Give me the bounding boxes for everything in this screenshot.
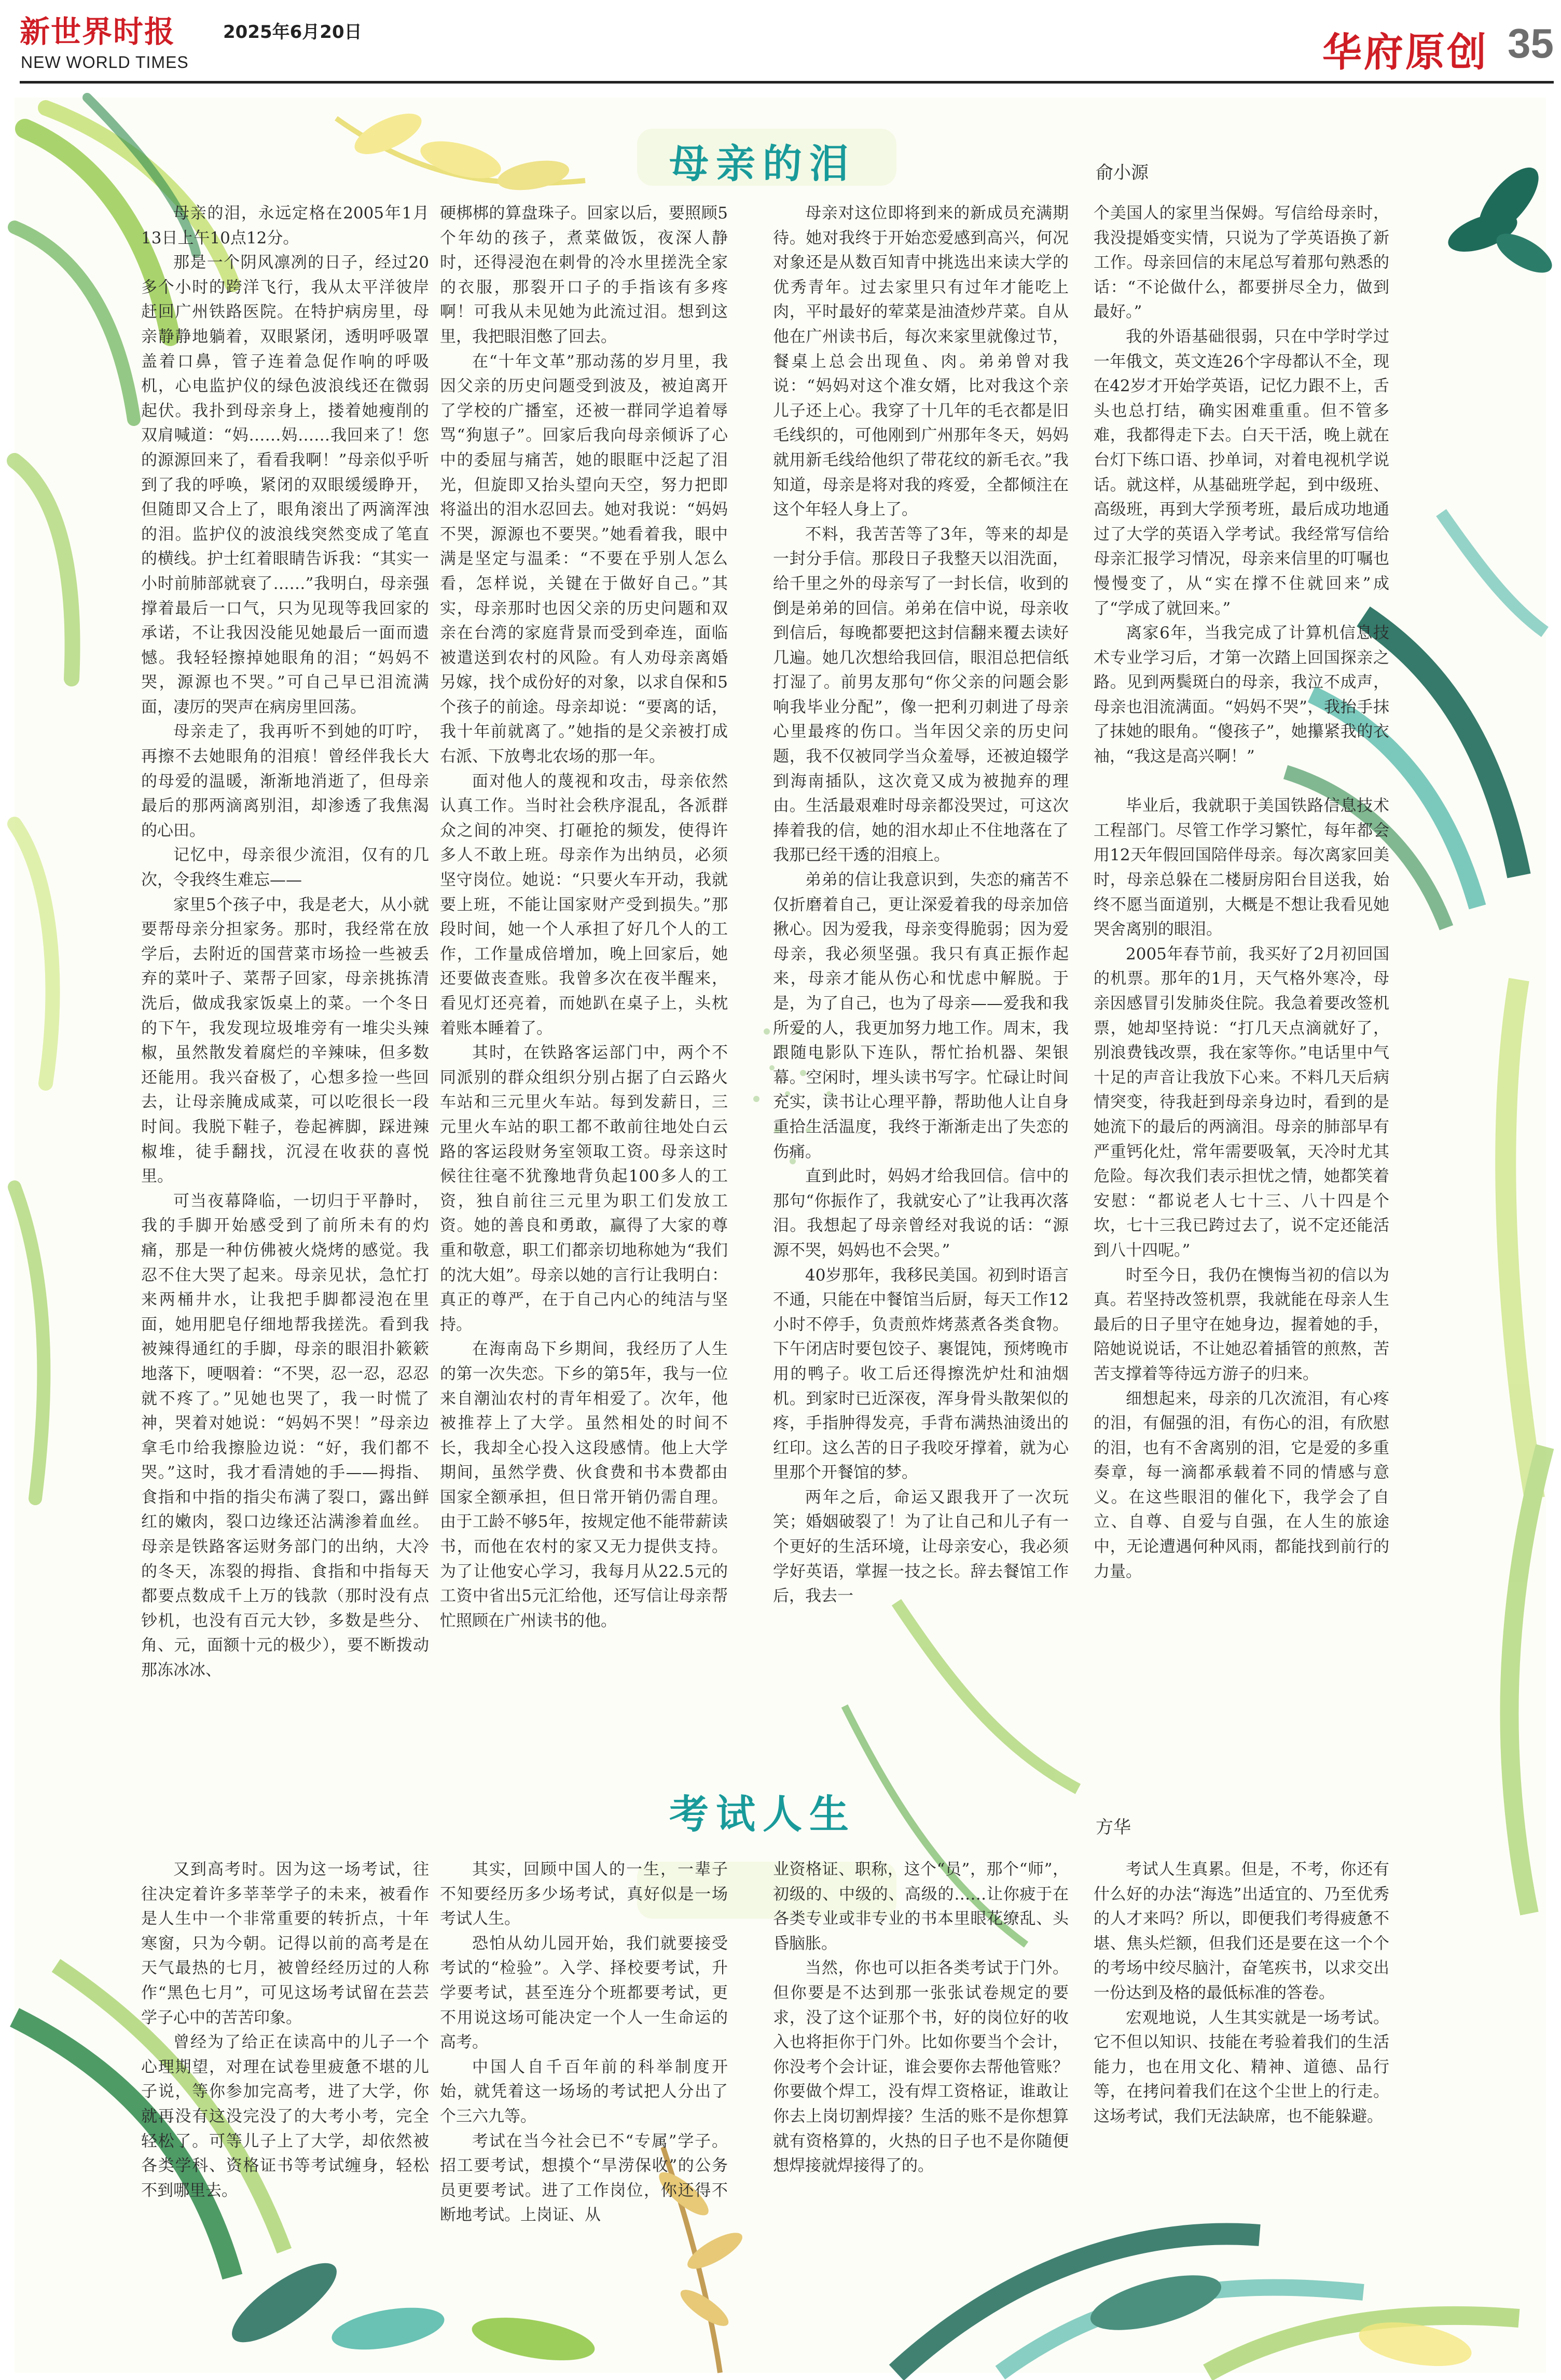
- paragraph: 面对他人的蔑视和攻击，母亲依然认真工作。当时社会秩序混乱，各派群众之间的冲突、打砸抢的频发，使得许多人不敢上班。母亲作为出纳员，必须坚守岗位。她说：“只要火车开动，我就要上班，不能让国家财产受到损失。”那段时间，她一个人承担了好几个人的工作，工作量成倍增加，晚上回家后，她还要做丧查账。我曾多次在夜半醒来，看见灯还亮着，而她趴在桌子上，头枕着账本睡着了。: [440, 772, 728, 1038]
- paragraph: 考试人生真累。但是，不考，你还有什么好的办法“海选”出适宜的、乃至优秀的人才来吗？所以，即便我们考得疲惫不堪、焦头烂额，但我们还是要在这一个个的考场中绞尽脑汁，奋笔疾书，以求交出一份达到及格的最低标准的答卷。: [1094, 1860, 1389, 2002]
- paragraph: 不料，我苦苦等了3年，等来的却是一封分手信。那段日子我整天以泪洗面，给千里之外的母亲写了一封长信，收到的倒是弟弟的回信。弟弟在信中说，母亲收到信后，每晚都要把这封信翻来覆去读好几遍。她几次想给我回信，眼泪总把信纸打湿了。前男友那句“你父亲的问题会影响我毕业分配”，像一把利刃刺进了母亲心里最疼的伤口。当年因父亲的历史问题，我不仅被同学当众羞辱，还被迫辍学到海南插队，这次竟又成为被抛弃的理由。生活最艰难时母亲都没哭过，可这次捧着我的信，她的泪水却止不住地落在了我那已经干透的泪痕上。: [773, 525, 1069, 865]
- section-name: 华府原创: [1322, 29, 1488, 75]
- masthead: [0, 0, 1561, 92]
- paragraph: 两年之后，命运又跟我开了一次玩笑；婚姻破裂了！为了让自己和儿子有一个更好的生活环境，让母亲安心，我必须学好英语，掌握一技之长。辞去餐馆工作后，我去一: [773, 1488, 1069, 1606]
- paragraph: 细想起来，母亲的几次流泪，有心疼的泪，有倔强的泪，有伤心的泪，有欣慰的泪，也有不舍离别的泪，它是爱的多重奏章，每一滴都承载着不同的情感与意义。在这些眼泪的催化下，我学会了自立、自尊、自爱与自强，在人生的旅途中，无论遭遇何种风雨，都能找到前行的力量。: [1094, 1389, 1389, 1581]
- paragraph: 曾经为了给正在读高中的儿子一个心理期望，对理在试卷里疲惫不堪的儿子说，等你参加完高考，进了大学，你就再没有这没完没了的大考小考，完全轻松了。可等儿子上了大学，却依然被各类学科、资格证书等考试缠身，轻松不到哪里去。: [141, 2033, 429, 2200]
- paragraph: 40岁那年，我移民美国。初到时语言不通，只能在中餐馆当后厨，每天工作12小时不停手，负责煎炸烤蒸煮各类食物。下午闭店时要包饺子、裹馄饨，预烤晚市用的鸭子。收工后还得擦洗炉灶和油烟机。到家时已近深夜，浑身骨头散架似的疼，手指肿得发亮，手背布满热油烫出的红印。这么苦的日子我咬牙撑着，就为心里那个开餐馆的梦。: [773, 1265, 1069, 1482]
- paragraph: 母亲的泪，永远定格在2005年1月13日上午10点12分。: [141, 204, 429, 247]
- paragraph: 可当夜幕降临，一切归于平静时，我的手脚开始感受到了前所未有的灼痛，那是一种仿佛被火烧烤的感觉。我忍不住大哭了起来。母亲见状，急忙打来两桶井水，让我把手脚都浸泡在里面，她用肥皂仔细地帮我搓洗。看到我被辣得通红的手脚，母亲的眼泪扑簌簌地落下，哽咽着：“不哭，忍一忍，忍忍就不疼了。”见她也哭了，我一时慌了神，哭着对她说：“妈妈不哭！”母亲边拿毛巾给我擦脸边说：“好，我们都不哭。”这时，我才看清她的手——拇指、食指和中指的指尖布满了裂口，露出鲜红的嫩肉，裂口边缘还沾满渗着血丝。母亲是铁路客运财务部门的出纳，大冷的冬天，冻裂的拇指、食指和中指每天都要点数成千上万的钱款（那时没有点钞机，也没有百元大钞，多数是些分、角、元，面额十元的极少），要不断拨动那冻冰冰、: [141, 1191, 429, 1680]
- article1-column-2: [440, 201, 728, 1753]
- paragraph: 其时，在铁路客运部门中，两个不同派别的群众组织分别占据了白云路火车站和三元里火车站。每到发薪日，三元里火车站的职工都不敢前往地处白云路的客运段财务室领取工资。母亲这时候往往毫不犹豫地背负起100多人的工资，独自前往三元里为职工们发放工资。她的善良和勇敢，赢得了大家的尊重和敬意，职工们都亲切地称她为“我们的沈大姐”。母亲以她的言行让我明白：真正的尊严，在于自己内心的纯洁与坚持。: [440, 1043, 728, 1334]
- paragraph: 中国人自千百年前的科举制度开始，就凭着这一场场的考试把人分出了个三六九等。: [440, 2057, 728, 2126]
- paragraph: 毕业后，我就职于美国铁路信息技术工程部门。尽管工作学习繁忙，每年都会用12天年假回国陪伴母亲。每次离家回美时，母亲总躲在二楼厨房阳台目送我，始终不愿当面道别，大概是不想让我看见她哭舍离别的眼泪。: [1094, 796, 1389, 939]
- article1-column-3: [773, 201, 1069, 1753]
- article-author: 俞小源: [1096, 162, 1149, 183]
- paragraph: 记忆中，母亲很少流泪，仅有的几次，令我终生难忘——: [141, 846, 429, 890]
- paragraph: 当然，你也可以拒各类考试于门外。但你要是不达到那一张张试卷规定的要求，没了这个证那个书，好的岗位好的收入也将拒你于门外。比如你要当个会计，你没考个会计证，谁会要你去帮他管账？你要做个焊工，没有焊工资格证，谁敢让你去上岗切割焊接？生活的账不是你想算就有资格算的，火热的日子也不是你随便想焊接就焊接得了的。: [773, 1959, 1069, 2176]
- paragraph: 直到此时，妈妈才给我回信。信中的那句“你振作了，我就安心了”让我再次落泪。我想起了母亲曾经对我说的话：“源源不哭，妈妈也不会哭。”: [773, 1167, 1069, 1260]
- paragraph: 又到高考时。因为这一场考试，往往决定着许多莘莘学子的未来，被看作是人生中一个非常重要的转折点，十年寒窗，只为今朝。记得以前的高考是在天气最热的七月，被曾经经历过的人称作“黑色七月”，可见这场考试留在芸芸学子心中的苦苦印象。: [141, 1860, 429, 2027]
- paragraph: 那是一个阴风凛冽的日子，经过20多个小时的跨洋飞行，我从太平洋彼岸赶回广州铁路医院。在特护病房里，母亲静静地躺着，双眼紧闭，透明呼吸罩盖着口鼻，管子连着急促作响的呼吸机，心电监护仪的绿色波浪线还在微弱起伏。我扑到母亲身上，搂着她瘦削的双肩喊道：“妈……妈……我回来了！您的源源回来了，看看我啊！”母亲似乎听到了我的呼唤，紧闭的双眼缓缓睁开，但随即又合上了，眼角滚出了两滴浑浊的泪。监护仪的波浪线突然变成了笔直的横线。护士红着眼睛告诉我：“其实一小时前肺部就衰了……”我明白，母亲强撑着最后一口气，只为见现等我回家的承诺，不让我因没能见她最后一面而遗憾。我轻轻擦掉她眼角的泪；“妈妈不哭，源源也不哭。”可自己早已泪流满面，凄厉的哭声在病房里回荡。: [141, 253, 429, 717]
- paragraph: 母亲走了，我再听不到她的叮咛，再擦不去她眼角的泪痕！曾经伴我长大的母爱的温暖，渐渐地消逝了，但母亲最后的那两滴离别泪，却渗透了我焦渴的心田。: [141, 722, 429, 840]
- paragraph: 时至今日，我仍在懊悔当初的信以为真。若坚持改签机票，我就能在母亲人生最后的日子里守在她身边，握着她的手，陪她说说话，不让她忍着插管的煎熬，苦苦支撑着等待远方游子的归来。: [1094, 1265, 1389, 1383]
- paragraph: 离家6年，当我完成了计算机信息技术专业学习后，才第一次踏上回国探亲之路。见到两鬓斑白的母亲，我泣不成声，母亲也泪流满面。“妈妈不哭”，我抬手抹了抹她的眼角。“傻孩子”，她攥紧我的衣袖，“我这是高兴啊！”: [1094, 624, 1389, 766]
- article2-column-4: [1094, 1858, 1389, 2200]
- paragraph: 家里5个孩子中，我是老大，从小就要帮母亲分担家务。那时，我经常在放学后，去附近的国营菜市场捡一些被丢弃的菜叶子、菜帮子回家，母亲挑拣清洗后，做成我家饭桌上的菜。一个冬日的下午，我发现垃圾堆旁有一堆尖头辣椒，虽然散发着腐烂的辛辣味，但多数还能用。我兴奋极了，心想多捡一些回去，让母亲腌成咸菜，可以吃很长一段时间。我脱下鞋子，卷起裤脚，踩进辣椒堆，徒手翻找，沉浸在收获的喜悦里。: [141, 895, 429, 1186]
- paragraph: 个美国人的家里当保姆。写信给母亲时，我没提婚变实情，只说为了学英语换了新工作。母亲回信的末尾总写着那句熟悉的话：“不论做什么，都要拼尽全力，做到最好。”: [1094, 204, 1389, 322]
- paragraph: 业资格证、职称，这个“员”，那个“师”，初级的、中级的、高级的……让你疲于在各类专业或非专业的书本里眼花缭乱、头昏脑胀。: [773, 1860, 1069, 1953]
- article1-column-4: [1094, 201, 1389, 1753]
- article1-column-1: [141, 201, 429, 1753]
- paragraph: 硬梆梆的算盘珠子。回家以后，要照顾5个年幼的孩子，煮菜做饭，夜深人静时，还得浸泡在刺骨的冷水里搓洗全家的衣服，那裂开口子的手指该有多疼啊！可我从未见她为此流过泪。想到这里，我把眼泪憋了回去。: [440, 204, 728, 346]
- paragraph: 考试在当今社会已不“专属”学子。招工要考试，想摸个“旱涝保收”的公务员更要考试。进了工作岗位，你还得不断地考试。上岗证、从: [440, 2131, 728, 2225]
- article-author: 方华: [1096, 1817, 1131, 1838]
- publication-date: 2025年6月20日: [223, 22, 362, 43]
- article-title: 考试人生: [669, 1791, 856, 1837]
- paragraph: 在海南岛下乡期间，我经历了人生的第一次失恋。下乡的第5年，我与一位来自潮汕农村的青年相爱了。次年，他被推荐上了大学。虽然相处的时间不长，我却全心投入这段感情。他上大学期间，虽然学费、伙食费和书本费都由国家全额承担，但日常开销仍需自理。由于工龄不够5年，按规定他不能带薪读书，而他在农村的家又无力提供支持。为了让他安心学习，我每月从22.5元的工资中省出5元汇给他，还写信让母亲帮忙照顾在广州读书的他。: [440, 1340, 728, 1630]
- article2-column-1: [141, 1858, 429, 2200]
- paragraph-spacer: [1094, 769, 1389, 794]
- newspaper-english-name: NEW WORLD TIMES: [21, 53, 189, 72]
- paragraph: 2005年春节前，我买好了2月初回国的机票。那年的1月，天气格外寒冷，母亲因感冒引发肺炎住院。我急着要改签机票，她却坚持说：“打几天点滴就好了，别浪费钱改票，我在家等你。”电话里中气十足的声音让我放下心来。不料几天后病情突变，待我赶到母亲身边时，看到的是她流下的最后的两滴泪。母亲的肺部早有严重钙化灶，常年需要吸氧，天冷时尤其危险。每次我们表示担忧之情，她都笑着安慰：“都说老人七十三、八十四是个坎，七十三我已跨过去了，说不定还能活到八十四呢。”: [1094, 944, 1389, 1260]
- paragraph: 宏观地说，人生其实就是一场考试。它不但以知识、技能在考验着我们的生活能力，也在用文化、精神、道德、品行等，在拷问着我们在这个尘世上的行走。这场考试，我们无法缺席，也不能躲避。: [1094, 2008, 1389, 2126]
- paragraph: 恐怕从幼儿园开始，我们就要接受考试的“检验”。入学、择校要考试，升学要考试，甚至连分个班都要考试，更不用说这场可能决定一个人一生命运的高考。: [440, 1934, 728, 2052]
- newspaper-name: 新世界时报: [20, 14, 176, 49]
- article-title: 母亲的泪: [669, 141, 856, 187]
- paragraph: 弟弟的信让我意识到，失恋的痛苦不仅折磨着自己，更让深爱着我的母亲加倍揪心。因为爱我，母亲变得脆弱；因为爱母亲，我必须坚强。我只有真正振作起来，母亲才能从伤心和忧虑中解脱。于是，为了自己，也为了母亲——爱我和我所爱的人，我更加努力地工作。周末，我跟随电影队下连队，帮忙抬机器、架银幕。空闲时，埋头读书写字。忙碌让时间充实，读书让心理平静，帮助他人让自身重拾生活温度，我终于渐渐走出了失恋的伤痛。: [773, 871, 1069, 1161]
- paragraph: 母亲对这位即将到来的新成员充满期待。她对我终于开始恋爱感到高兴，何况对象还是从数百知青中挑选出来读大学的优秀青年。过去家里只有过年才能吃上肉，平时最好的荤菜是油渣炒芹菜。自从他在广州读书后，每次来家里就像过节，餐桌上总会出现鱼、肉。弟弟曾对我说：“妈妈对这个准女婿，比对我这个亲儿子还上心。我穿了十几年的毛衣都是旧毛线织的，可他刚到广州那年冬天，妈妈就用新毛线给他织了带花纹的新毛衣。”我知道，母亲是将对我的疼爱，全都倾注在这个年轻人身上了。: [773, 204, 1069, 519]
- paragraph: 我的外语基础很弱，只在中学时学过一年俄文，英文连26个字母都认不全，现在42岁才开始学英语，记忆力跟不上，舌头也总打结，确实困难重重。但不管多难，我都得走下去。白天干活，晚上就在台灯下练口语、抄单词，对着电视机学说话。就这样，从基础班学起，到中级班、高级班，再到大学预考班，最后成功地通过了大学的英语入学考试。我经常写信给母亲汇报学习情况，母亲来信里的叮嘱也慢慢变了，从“实在撑不住就回来”成了“学成了就回来。”: [1094, 327, 1389, 618]
- paragraph: 其实，回顾中国人的一生，一辈子不知要经历多少场考试，真好似是一场考试人生。: [440, 1860, 728, 1929]
- page-number: 35: [1508, 20, 1554, 66]
- article2-column-3: [773, 1858, 1069, 2200]
- masthead-rule: [20, 81, 1554, 84]
- paragraph: 在“十年文革”那动荡的岁月里，我因父亲的历史问题受到波及，被迫离开了学校的广播室，还被一群同学追着辱骂“狗崽子”。回家后我向母亲倾诉了心中的委屈与痛苦，她的眼眶中泛起了泪光，但旋即又抬头望向天空，努力把即将溢出的泪水忍回去。她对我说：“妈妈不哭，源源也不要哭。”她看着我，眼中满是坚定与温柔：“不要在乎别人怎么看，怎样说，关键在于做好自己。”其实，母亲那时也因父亲的历史问题和双亲在台湾的家庭背景而受到牵连，面临被遣送到农村的风险。有人劝母亲离婚另嫁，找个成份好的对象，以求自保和5个孩子的前途。母亲却说：“要离的话，我十年前就离了。”她指的是父亲被打成右派、下放粤北农场的那一年。: [440, 352, 728, 766]
- article2-column-2: [440, 1858, 728, 2225]
